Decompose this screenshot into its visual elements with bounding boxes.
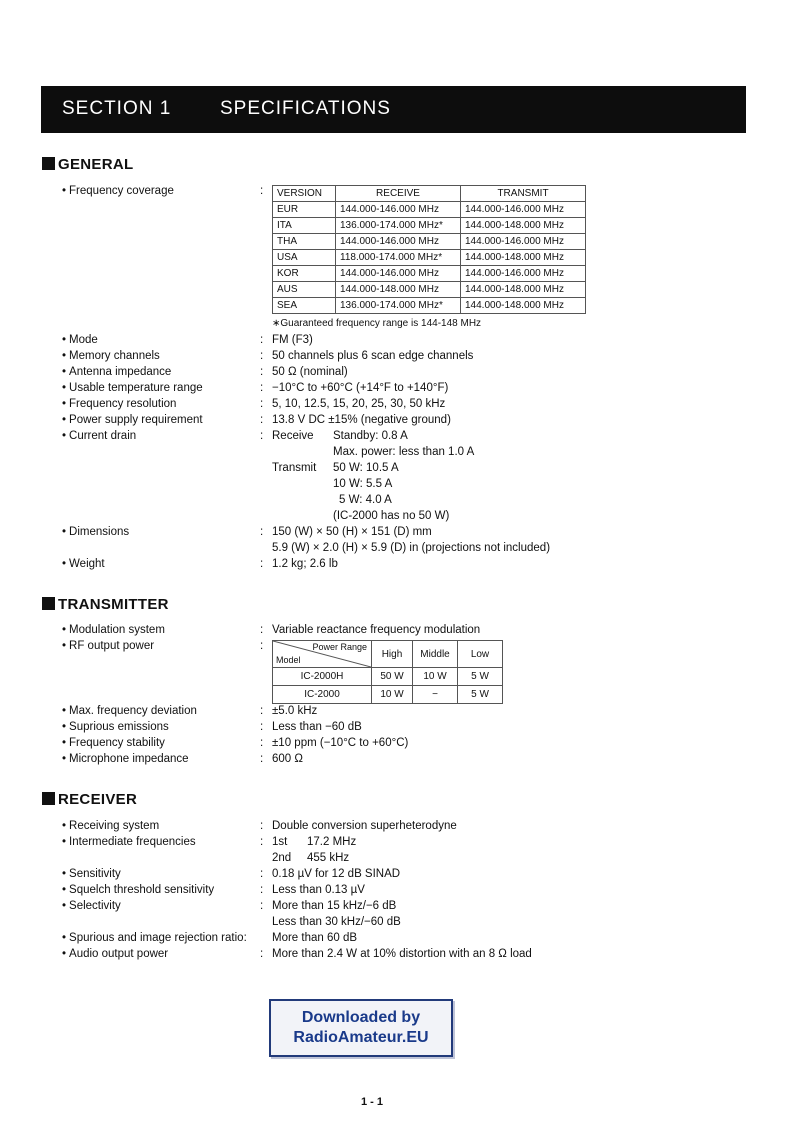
- colon: :: [260, 836, 264, 848]
- colon: :: [260, 948, 264, 960]
- table-cell: 136.000-174.000 MHz*: [336, 298, 461, 314]
- stamp-line-2: RadioAmateur.EU: [293, 1029, 429, 1046]
- table-header: Middle: [413, 641, 458, 668]
- table-cell: 144.000-148.000 MHz: [461, 250, 586, 266]
- current-receive: Receive: [272, 430, 314, 442]
- current-drain-label: • Current drain: [62, 430, 136, 442]
- mode-value: FM (F3): [272, 334, 313, 346]
- colon: :: [260, 185, 264, 197]
- selectivity-value-1: More than 15 kHz/−6 dB: [272, 900, 397, 912]
- power-table-wrap: [272, 640, 503, 704]
- mode-label: • Mode: [62, 334, 98, 346]
- table-header-row: [273, 186, 586, 202]
- if-2nd-value: 455 kHz: [307, 852, 350, 864]
- table-cell: AUS: [273, 282, 336, 298]
- colon: :: [260, 366, 264, 378]
- if-label: • Intermediate frequencies: [62, 836, 196, 848]
- current-10w: 10 W: 5.5 A: [333, 478, 393, 490]
- section-banner: [41, 86, 746, 133]
- colon: :: [260, 526, 264, 538]
- download-stamp: [269, 999, 453, 1057]
- table-header: Low: [458, 641, 503, 668]
- page-number: 1 - 1: [361, 1096, 384, 1108]
- square-bullet-icon: [42, 792, 55, 805]
- table-cell: KOR: [273, 266, 336, 282]
- squelch-value: Less than 0.13 µV: [272, 884, 365, 896]
- colon: :: [260, 737, 264, 749]
- table-cell: 10 W: [413, 668, 458, 686]
- microphone-value: 600 Ω: [272, 753, 303, 765]
- table-cell: 144.000-146.000 MHz: [336, 266, 461, 282]
- spurious-label: • Suprious emissions: [62, 721, 169, 733]
- colon: :: [260, 350, 264, 362]
- rf-output-label: • RF output power: [62, 640, 154, 652]
- memory-label: • Memory channels: [62, 350, 160, 362]
- colon: :: [260, 820, 264, 832]
- rejection-value: More than 60 dB: [272, 932, 358, 944]
- receiving-system-value: Double conversion superheterodyne: [272, 820, 457, 832]
- table-cell: 144.000-148.000 MHz: [461, 298, 586, 314]
- resolution-value: 5, 10, 12.5, 15, 20, 25, 30, 50 kHz: [272, 398, 446, 410]
- colon: :: [260, 884, 264, 896]
- table-header: VERSION: [273, 186, 336, 202]
- table-cell: 144.000-146.000 MHz: [461, 202, 586, 218]
- corner-bottom-label: Model: [276, 655, 301, 665]
- dimensions-value-in: 5.9 (W) × 2.0 (H) × 5.9 (D) in (projections not included): [272, 542, 551, 554]
- colon: :: [260, 753, 264, 765]
- table-row: [273, 298, 586, 314]
- transmitter-heading: [42, 596, 169, 613]
- dimensions-label: • Dimensions: [62, 526, 129, 538]
- table-row: [273, 218, 586, 234]
- audio-value: More than 2.4 W at 10% distortion with an 8 Ω load: [272, 948, 532, 960]
- table-row: [273, 282, 586, 298]
- table-cell: 50 W: [372, 668, 413, 686]
- table-cell: EUR: [273, 202, 336, 218]
- freq-note: ∗Guaranteed frequency range is 144-148 MHz: [272, 318, 482, 329]
- rejection-label-text: Spurious and image rejection ratio: [69, 932, 244, 944]
- spurious-value: Less than −60 dB: [272, 721, 362, 733]
- table-cell: ITA: [273, 218, 336, 234]
- if-1st-value: 17.2 MHz: [307, 836, 357, 848]
- colon: :: [260, 430, 264, 442]
- general-heading-text: GENERAL: [58, 156, 134, 173]
- rejection-label: • Spurious and image rejection ratio:: [62, 932, 247, 944]
- table-header: TRANSMIT: [461, 186, 586, 202]
- modulation-label: • Modulation system: [62, 624, 165, 636]
- table-corner-cell: [273, 641, 372, 668]
- frequency-table: [272, 185, 586, 314]
- table-cell: 144.000-148.000 MHz: [461, 218, 586, 234]
- current-standby: Standby: 0.8 A: [333, 430, 408, 442]
- power-table: [272, 640, 503, 704]
- table-row: [273, 250, 586, 266]
- table-cell: 5 W: [458, 668, 503, 686]
- stability-value: ±10 ppm (−10°C to +60°C): [272, 737, 409, 749]
- table-row: [273, 202, 586, 218]
- section-number: SECTION 1: [62, 98, 172, 119]
- general-heading: [42, 156, 133, 173]
- table-cell: IC-2000: [273, 686, 372, 704]
- sensitivity-value: 0.18 µV for 12 dB SINAD: [272, 868, 401, 880]
- temperature-value: −10°C to +60°C (+14°F to +140°F): [272, 382, 449, 394]
- stamp-line-1: Downloaded by: [301, 1009, 421, 1026]
- antenna-value: 50 Ω (nominal): [272, 366, 348, 378]
- table-row: [273, 668, 503, 686]
- current-transmit: Transmit: [272, 462, 317, 474]
- table-cell: 144.000-146.000 MHz: [336, 234, 461, 250]
- weight-label: • Weight: [62, 558, 105, 570]
- table-cell: 118.000-174.000 MHz*: [336, 250, 461, 266]
- if-2nd: 2nd: [272, 852, 292, 864]
- selectivity-value-2: Less than 30 kHz/−60 dB: [272, 916, 401, 928]
- temperature-label: • Usable temperature range: [62, 382, 203, 394]
- table-cell: 5 W: [458, 686, 503, 704]
- corner-top-label: Power Range: [312, 642, 367, 652]
- colon: :: [260, 868, 264, 880]
- selectivity-label: • Selectivity: [62, 900, 121, 912]
- table-cell: 10 W: [372, 686, 413, 704]
- if-1st: 1st: [272, 836, 288, 848]
- deviation-label: • Max. frequency deviation: [62, 705, 197, 717]
- square-bullet-icon: [42, 597, 55, 610]
- colon: :: [260, 414, 264, 426]
- table-cell: 144.000-146.000 MHz: [461, 234, 586, 250]
- sensitivity-label: • Sensitivity: [62, 868, 121, 880]
- colon: :: [260, 382, 264, 394]
- table-row: [273, 234, 586, 250]
- table-cell: 144.000-148.000 MHz: [336, 282, 461, 298]
- colon: :: [260, 398, 264, 410]
- power-supply-label: • Power supply requirement: [62, 414, 203, 426]
- deviation-value: ±5.0 kHz: [272, 705, 318, 717]
- table-cell: 144.000-146.000 MHz: [461, 266, 586, 282]
- table-cell: IC-2000H: [273, 668, 372, 686]
- colon: :: [260, 558, 264, 570]
- colon: :: [260, 705, 264, 717]
- table-cell: SEA: [273, 298, 336, 314]
- colon: :: [260, 900, 264, 912]
- audio-label: • Audio output power: [62, 948, 168, 960]
- colon: :: [260, 624, 264, 636]
- colon: :: [260, 640, 264, 652]
- current-maxpower: Max. power: less than 1.0 A: [333, 446, 475, 458]
- current-5w: 5 W: 4.0 A: [339, 494, 392, 506]
- table-cell: −: [413, 686, 458, 704]
- transmitter-heading-text: TRANSMITTER: [58, 596, 169, 613]
- current-note: (IC-2000 has no 50 W): [333, 510, 450, 522]
- colon: :: [260, 721, 264, 733]
- resolution-label: • Frequency resolution: [62, 398, 176, 410]
- table-cell: 144.000-148.000 MHz: [461, 282, 586, 298]
- table-header-row: [273, 641, 503, 668]
- stability-label: • Frequency stability: [62, 737, 165, 749]
- dimensions-value-mm: 150 (W) × 50 (H) × 151 (D) mm: [272, 526, 432, 538]
- microphone-label: • Microphone impedance: [62, 753, 189, 765]
- weight-value: 1.2 kg; 2.6 lb: [272, 558, 338, 570]
- memory-value: 50 channels plus 6 scan edge channels: [272, 350, 474, 362]
- table-header: High: [372, 641, 413, 668]
- current-50w: 50 W: 10.5 A: [333, 462, 399, 474]
- squelch-label: • Squelch threshold sensitivity: [62, 884, 214, 896]
- table-cell: THA: [273, 234, 336, 250]
- frequency-table-wrap: [272, 185, 586, 314]
- table-row: [273, 686, 503, 704]
- table-cell: USA: [273, 250, 336, 266]
- modulation-value: Variable reactance frequency modulation: [272, 624, 481, 636]
- table-cell: 144.000-146.000 MHz: [336, 202, 461, 218]
- receiving-system-label: • Receiving system: [62, 820, 159, 832]
- square-bullet-icon: [42, 157, 55, 170]
- receiver-heading-text: RECEIVER: [58, 791, 138, 808]
- table-row: [273, 266, 586, 282]
- colon: :: [260, 334, 264, 346]
- table-cell: 136.000-174.000 MHz*: [336, 218, 461, 234]
- table-header: RECEIVE: [336, 186, 461, 202]
- section-title: SPECIFICATIONS: [220, 98, 391, 119]
- freq-coverage-label: • Frequency coverage: [62, 185, 174, 197]
- power-supply-value: 13.8 V DC ±15% (negative ground): [272, 414, 451, 426]
- antenna-label: • Antenna impedance: [62, 366, 171, 378]
- receiver-heading: [42, 791, 137, 808]
